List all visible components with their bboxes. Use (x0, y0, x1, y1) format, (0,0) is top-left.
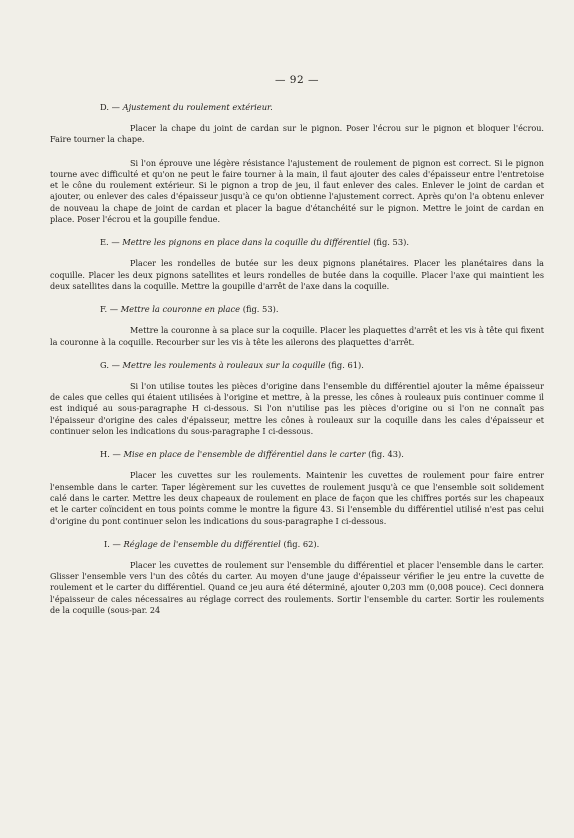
section-letter: H. — (100, 449, 121, 460)
section-letter: F. — (100, 304, 119, 315)
section-heading-d (100, 102, 544, 113)
page-number: — 92 — (274, 74, 320, 86)
section-letter: I. — (104, 538, 121, 549)
section-title: Réglage de l'ensemble du différentiel (123, 538, 281, 549)
section-letter: G. — (100, 359, 120, 370)
figure-reference: (fig. 53). (242, 304, 279, 315)
section-title: Ajustement du roulement extérieur. (122, 102, 273, 112)
section-title: Mettre la couronne en place (120, 304, 241, 315)
section-letter: E. — (100, 237, 120, 248)
section-heading-g (100, 360, 544, 371)
section-title: Mise en place de l'ensemble de différentiel dans le carter (123, 449, 366, 460)
figure-reference: (fig. 61). (328, 359, 364, 370)
paragraph: Si l'on éprouve une légère résistance l'ajustement de roulement de pignon est correct. Si le pignon tourne avec difficulté et qu'on ne peut le faire tourner à la main, il faut ajouter des cales d'épaisseur entre l'entretoise et le cône du roulement extérieur. Si le pignon a trop de jeu, il faut enlever des cales. Enlever le joint de cardan et ajouter, ou enlever des cales d'épaisseur jusqu'à ce qu'on obtienne l'ajustement correct. Après qu'on l'a obtenu enlever de nouveau la chape de joint de cardan et placer la bague d'étanchéité sur le pignon. Mettre le joint de cardan en place. Poser l'écrou et la goupille fendue. (50, 157, 544, 225)
paragraph: Si l'on utilise toutes les pièces d'origine dans l'ensemble du différentiel ajouter la même épaisseur de cales que celles qui étaient utilisées à l'origine et mettre, à la presse, les cônes à rouleaux puis continuer comme il est indiqué au sous-paragraphe H ci-dessous. Si l'on n'utilise pas les pièces d'origine ou si l'on ne connaît pas l'épaisseur d'origine des cales d'épaisseur, mettre les cônes à rouleaux sur la coquille dans les cales d'épaisseur et continuer selon les indications du sous-paragraphe I ci-dessous. (50, 380, 544, 437)
section-title: Mettre les roulements à rouleaux sur la coquille (122, 359, 326, 370)
section-title: Mettre les pignons en place dans la coquille du différentiel (122, 237, 371, 248)
paragraph: Placer les rondelles de butée sur les deux pignons planétaires. Placer les planétaires dans la coquille. Placer les deux pignons satellites et leurs rondelles de butée dans la coquille. Placer l'axe qui maintient les deux satellites dans la coquille. Mettre la goupille d'arrêt de l'axe dans la coquille. (50, 258, 544, 291)
section-heading-h (100, 449, 544, 460)
section-heading-e (100, 237, 544, 248)
paragraph: Placer les cuvettes de roulement sur l'ensemble du différentiel et placer l'ensemble dans le carter. Glisser l'ensemble vers l'un des côtés du carter. Au moyen d'une jauge d'épaisseur vérifier le jeu entre la cuvette de roulement et le carter du différentiel. Quand ce jeu aura été déterminé, ajouter 0,203 mm (0,008 pouce). Ceci donnera l'épaisseur de cales nécessaires au réglage correct des roulements. Sortir l'ensemble du carter. Sortir les roulements de la coquille (sous-par. 24 (50, 559, 544, 616)
figure-reference: (fig. 62). (283, 538, 320, 549)
figure-reference: (fig. 43). (368, 449, 404, 460)
section-letter: D. — (100, 102, 120, 112)
paragraph: Placer les cuvettes sur les roulements. Maintenir les cuvettes de roulement pour faire entrer l'ensemble dans le carter. Taper légèrement sur les cuvettes de roulement jusqu'à ce que l'ensemble soit solidement calé dans le carter. Mettre les deux chapeaux de roulement en place de façon que les chiffres portés sur les chapeaux et le carter coïncident en tous points comme le montre la figure 43. Si l'ensemble du différentiel utilisé n'est pas celui d'origine du pont continuer selon les indications du sous-paragraphe I ci-dessous. (50, 470, 544, 526)
paragraph: Mettre la couronne à sa place sur la coquille. Placer les plaquettes d'arrêt et les vis à tête qui fixent la couronne à la coquille. Recourber sur les vis à tête les ailerons des plaquettes d'arrêt. (50, 325, 544, 347)
section-heading-i (104, 539, 544, 550)
figure-reference: (fig. 53). (373, 237, 409, 248)
section-heading-f (100, 304, 544, 315)
paragraph: Placer la chape du joint de cardan sur le pignon. Poser l'écrou sur le pignon et bloquer l'écrou. Faire tourner la chape. (50, 123, 544, 145)
